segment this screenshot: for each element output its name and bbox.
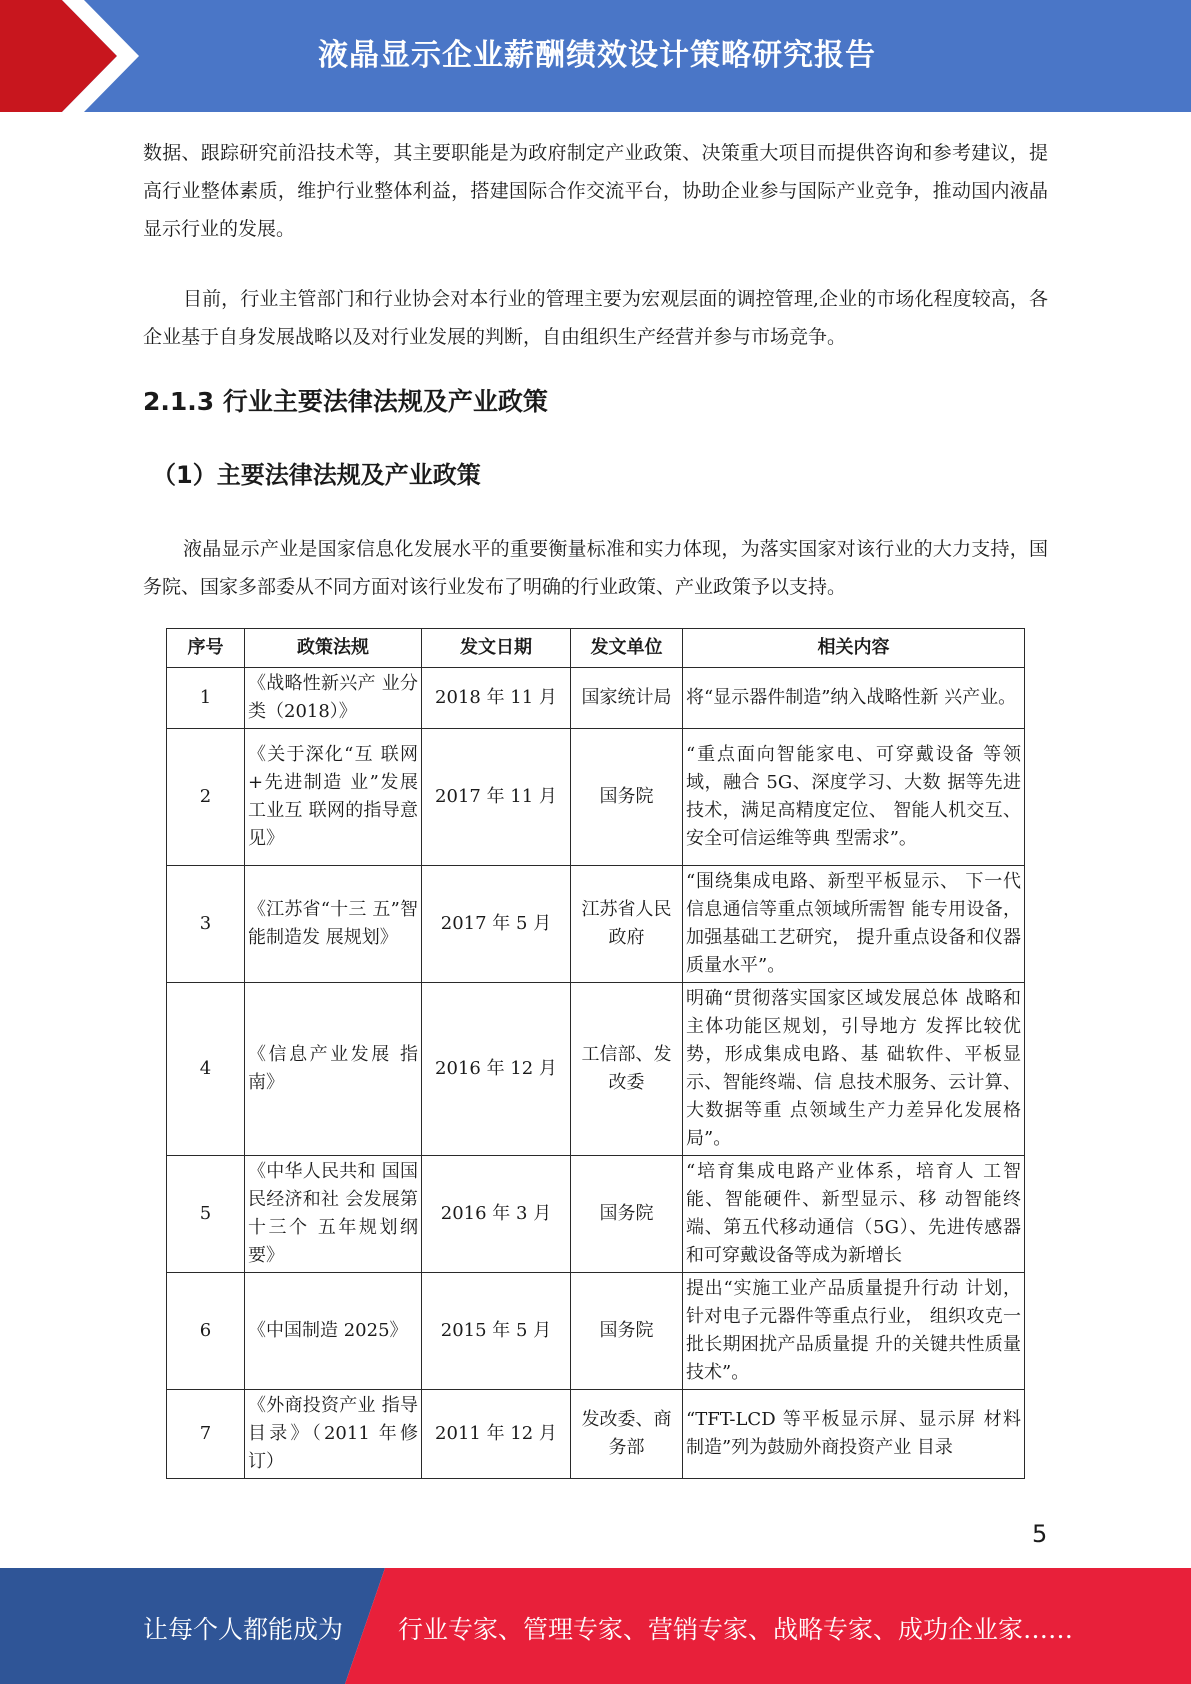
cell-law: 《江苏省“十三 五”智能制造发 展规划》 [245, 866, 422, 983]
sub-heading: （1）主要法律法规及产业政策 [152, 461, 481, 489]
table-row [167, 1156, 1025, 1273]
table-row [167, 668, 1025, 729]
cell-org: 发改委、商务部 [571, 1390, 683, 1479]
cell-org: 国务院 [571, 1156, 683, 1273]
cell-law: 《中国制造 2025》 [245, 1273, 422, 1390]
cell-law: 《中华人民共和 国国民经济和社 会发展第十三个 五年规划纲要》 [245, 1156, 422, 1273]
cell-content: “重点面向智能家电、可穿戴设备 等领域，融合 5G、深度学习、大数 据等先进技术，满足高精度定位、 智能人机交互、安全可信运维等典 型需求”。 [683, 729, 1025, 866]
table-row [167, 1273, 1025, 1390]
cell-no: 7 [167, 1390, 245, 1479]
cell-date: 2018 年 11 月 [422, 668, 571, 729]
cell-no: 1 [167, 668, 245, 729]
cell-org: 国务院 [571, 1273, 683, 1390]
chevron-arrow-icon [0, 0, 160, 112]
table-row [167, 983, 1025, 1156]
cell-no: 3 [167, 866, 245, 983]
cell-content: “培育集成电路产业体系，培育人 工智能、智能硬件、新型显示、移 动智能终端、第五代移动通信（5G）、先进传感器和可穿戴设备等成为新增长 [683, 1156, 1025, 1273]
cell-content: “TFT-LCD 等平板显示屏、显示屏 材料制造”列为鼓励外商投资产业 目录 [683, 1390, 1025, 1479]
footer-slogan-left: 让每个人都能成为 [143, 1615, 344, 1644]
cell-date: 2017 年 5 月 [422, 866, 571, 983]
cell-org: 国家统计局 [571, 668, 683, 729]
header-banner [0, 0, 1191, 112]
paragraph-market-management: 目前，行业主管部门和行业协会对本行业的管理主要为宏观层面的调控管理,企业的市场化程度较高，各企业基于自身发展战略以及对行业发展的判断，自由组织生产经营并参与市场竞争。 [143, 288, 1048, 348]
cell-date: 2016 年 12 月 [422, 983, 571, 1156]
table-row [167, 1390, 1025, 1479]
cell-law: 《关于深化“互 联网+先进制造 业”发展工业互 联网的指导意 见》 [245, 729, 422, 866]
header-no: 序号 [167, 629, 245, 668]
cell-content: 明确“贯彻落实国家区域发展总体 战略和主体功能区规划，引导地方 发挥比较优势，形成集成电路、基 础软件、平板显示、智能终端、信 息技术服务、云计算、大数据等重 点领域生产力差异化发展格局”。 [683, 983, 1025, 1156]
cell-date: 2011 年 12 月 [422, 1390, 571, 1479]
cell-no: 4 [167, 983, 245, 1156]
cell-law: 《信息产业发展 指南》 [245, 983, 422, 1156]
cell-content: “围绕集成电路、新型平板显示、 下一代信息通信等重点领域所需智 能专用设备，加强基础工艺研究， 提升重点设备和仪器质量水平”。 [683, 866, 1025, 983]
paragraph-policy-intro: 液晶显示产业是国家信息化发展水平的重要衡量标准和实力体现，为落实国家对该行业的大力支持，国务院、国家多部委从不同方面对该行业发布了明确的行业政策、产业政策予以支持。 [143, 538, 1048, 598]
footer-slogan-right: 行业专家、管理专家、营销专家、战略专家、成功企业家…… [398, 1615, 1074, 1644]
table-row [167, 729, 1025, 866]
cell-no: 5 [167, 1156, 245, 1273]
cell-law: 《外商投资产业 指导目录》（2011 年修订） [245, 1390, 422, 1479]
cell-date: 2017 年 11 月 [422, 729, 571, 866]
header-content: 相关内容 [683, 629, 1025, 668]
header-law: 政策法规 [245, 629, 422, 668]
header-org: 发文单位 [571, 629, 683, 668]
cell-org: 国务院 [571, 729, 683, 866]
policy-table-wrapper [166, 628, 1024, 1472]
cell-org: 工信部、发改委 [571, 983, 683, 1156]
cell-content: 将“显示器件制造”纳入战略性新 兴产业。 [683, 668, 1025, 729]
cell-date: 2015 年 5 月 [422, 1273, 571, 1390]
table-row [167, 866, 1025, 983]
cell-no: 2 [167, 729, 245, 866]
paragraph-industry-association: 数据、跟踪研究前沿技术等，其主要职能是为政府制定产业政策、决策重大项目而提供咨询和参考建议，提高行业整体素质，维护行业整体利益，搭建国际合作交流平台，协助企业参与国际产业竞争，推动国内液晶显示行业的发展。 [143, 142, 1048, 240]
policy-table [166, 628, 1025, 1479]
cell-law: 《战略性新兴产 业分类（2018）》 [245, 668, 422, 729]
section-heading: 2.1.3 行业主要法律法规及产业政策 [143, 387, 548, 416]
header-date: 发文日期 [422, 629, 571, 668]
table-header-row [167, 629, 1025, 668]
page-number: 5 [1032, 1520, 1048, 1548]
cell-no: 6 [167, 1273, 245, 1390]
cell-content: 提出“实施工业产品质量提升行动 计划，针对电子元器件等重点行业， 组织攻克一批长期困扰产品质量提 升的关键共性质量技术”。 [683, 1273, 1025, 1390]
cell-org: 江苏省人民政府 [571, 866, 683, 983]
cell-date: 2016 年 3 月 [422, 1156, 571, 1273]
report-title: 液晶显示企业薪酬绩效设计策略研究报告 [318, 38, 876, 73]
